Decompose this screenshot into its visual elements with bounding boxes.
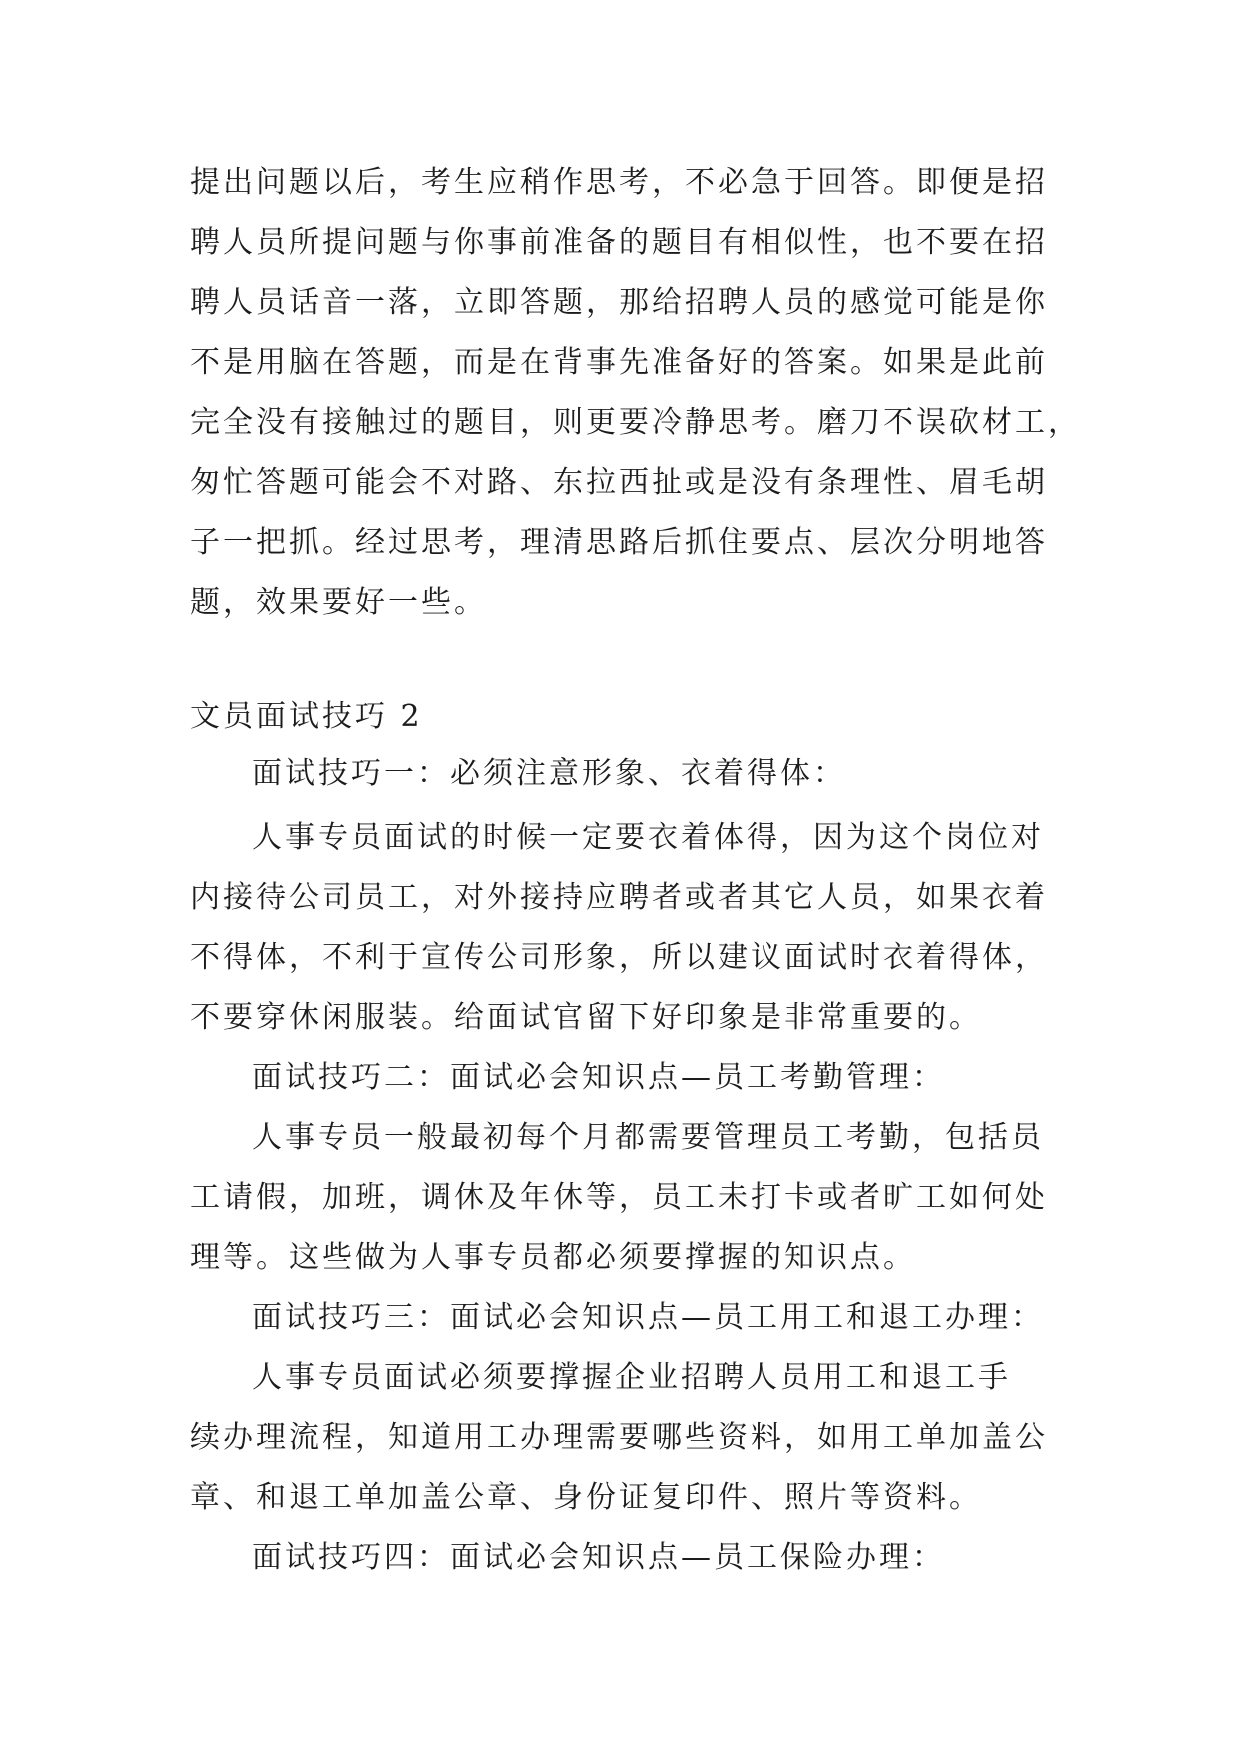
section-title: 文员面试技巧 2 — [190, 699, 423, 734]
tip-body-line: 理等。这些做为人事专员都必须要撑握的知识点。 — [190, 1240, 916, 1275]
tip-heading: 面试技巧三：面试必会知识点—员工用工和退工办理： — [252, 1300, 1044, 1335]
intro-line: 提出问题以后，考生应稍作思考，不必急于回答。即便是招 — [190, 165, 1048, 200]
tip-body-line: 章、和退工单加盖公章、身份证复印件、照片等资料。 — [190, 1480, 982, 1515]
intro-line: 不是用脑在答题，而是在背事先准备好的答案。如果是此前 — [190, 345, 1048, 380]
intro-line: 聘人员所提问题与你事前准备的题目有相似性，也不要在招 — [190, 225, 1048, 260]
intro-line: 完全没有接触过的题目，则更要冷静思考。磨刀不误砍材工， — [190, 405, 1081, 440]
intro-line: 匆忙答题可能会不对路、东拉西扯或是没有条理性、眉毛胡 — [190, 465, 1048, 500]
tip-heading: 面试技巧四：面试必会知识点—员工保险办理： — [252, 1540, 945, 1575]
tip-body-line: 不要穿休闲服装。给面试官留下好印象是非常重要的。 — [190, 1000, 982, 1035]
tip-body-line: 人事专员面试的时候一定要衣着体得，因为这个岗位对 — [252, 820, 1044, 855]
tip-body-line: 续办理流程，知道用工办理需要哪些资料，如用工单加盖公 — [190, 1420, 1048, 1455]
tip-body-line: 不得体，不利于宣传公司形象，所以建议面试时衣着得体， — [190, 940, 1048, 975]
tip-body-line: 人事专员面试必须要撑握企业招聘人员用工和退工手 — [252, 1360, 1011, 1395]
document-body — [190, 0, 1081, 1754]
tip-body-line: 内接待公司员工，对外接持应聘者或者其它人员，如果衣着 — [190, 880, 1048, 915]
tip-heading: 面试技巧二：面试必会知识点—员工考勤管理： — [252, 1060, 945, 1095]
tip-body-line: 工请假，加班，调休及年休等，员工未打卡或者旷工如何处 — [190, 1180, 1048, 1215]
tip-body-line: 人事专员一般最初每个月都需要管理员工考勤，包括员 — [252, 1120, 1044, 1155]
intro-line: 聘人员话音一落，立即答题，那给招聘人员的感觉可能是你 — [190, 285, 1048, 320]
intro-line: 题，效果要好一些。 — [190, 585, 487, 620]
intro-line: 子一把抓。经过思考，理清思路后抓住要点、层次分明地答 — [190, 525, 1048, 560]
tip-heading: 面试技巧一：必须注意形象、衣着得体： — [252, 756, 846, 791]
